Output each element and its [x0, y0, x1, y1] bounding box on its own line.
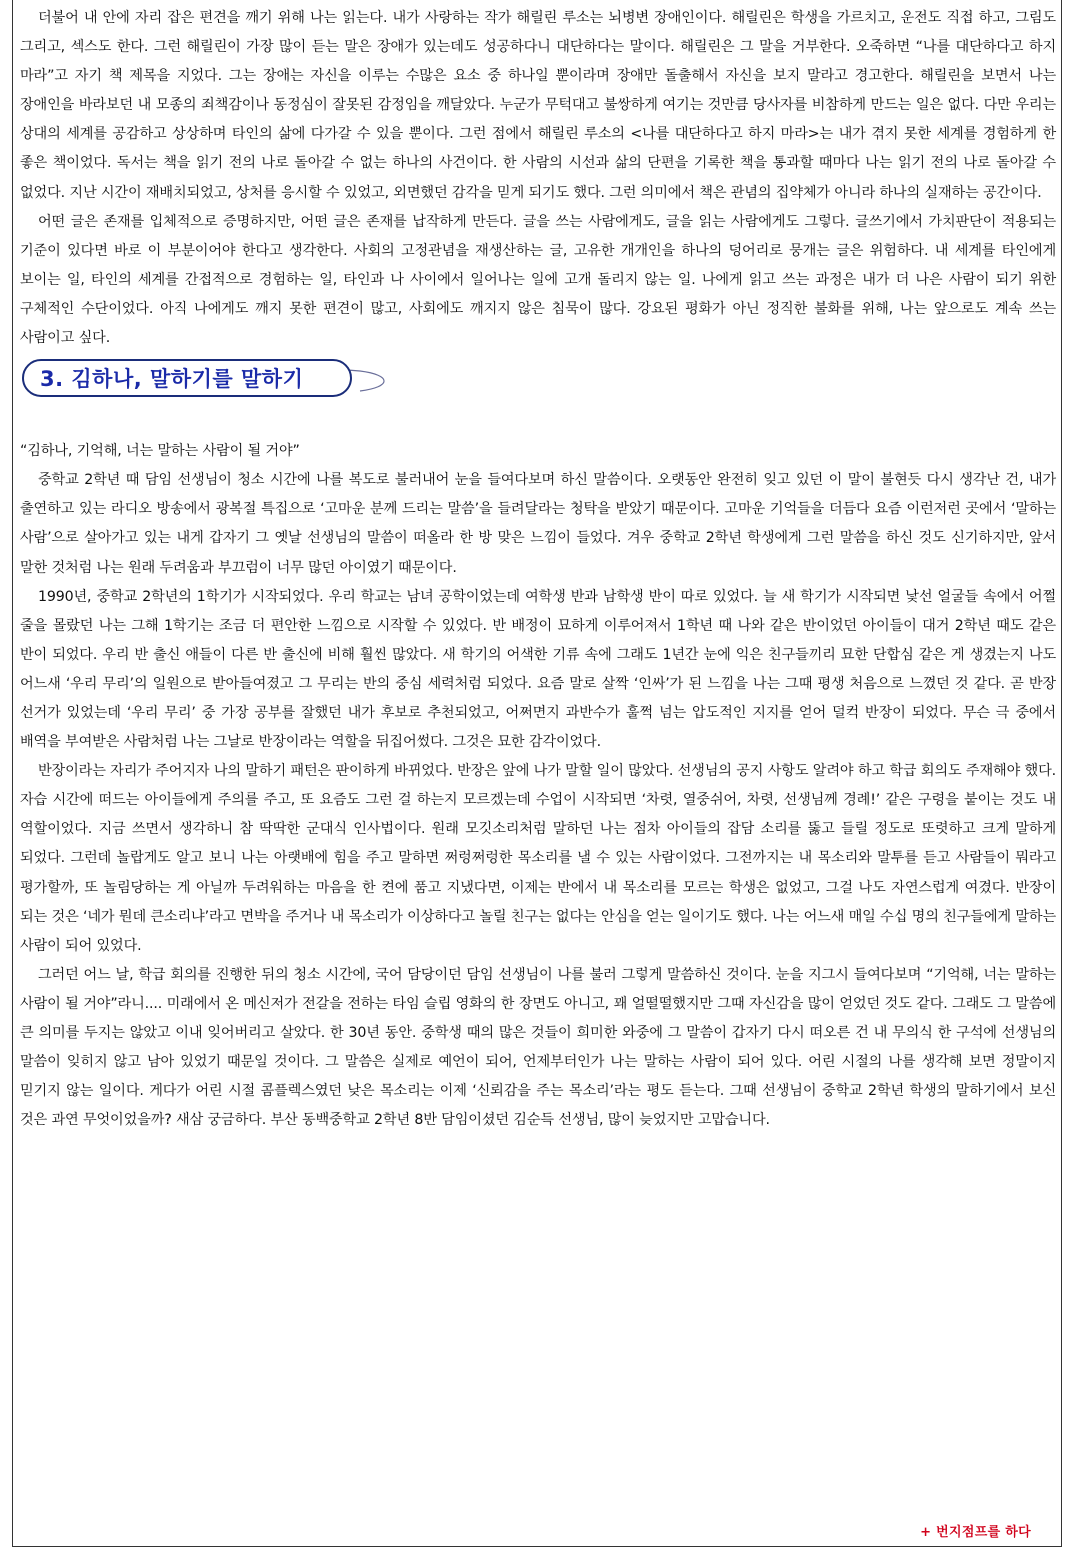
paragraph: 그러던 어느 날, 학급 회의를 진행한 뒤의 청소 시간에, 국어 담당이던 담임 선생님이 나를 불러 그렇게 말씀하신 것이다. 눈을 지그시 들여다보며 “기억해, 너는 말하는 사람이 될 거야”라니.... 미래에서 온 메신저가 전갈을 전하는 타임 슬립 영화의 한 장면도 아니고, 꽤 얼떨떨했지만 그때 자신감을 많이 얻었던 것도 같다. 그래도 그 말씀에 큰 의미를 두지는 않았고 이내 잊어버리고 살았다. 한 30년 동안. 중학생 때의 많은 것들이 희미한 와중에 그 말씀이 갑자기 다시 떠오른 건 내 무의식 한 구석에 선생님의 말씀이 잊히지 않고 남아 있었기 때문일 것이다. 그 말씀은 실제로 예언이 되어, 언제부터인가 나는 말하는 사람이 되어 있다. 어린 시절의 나를 생각해 보면 정말이지 믿기지 않는 일이다. 게다가 어린 시절 콤플렉스였던 낮은 목소리는 이제 ‘신뢰감을 주는 목소리’라는 평도 듣는다. 그때 선생님이 중학교 2학년 학생의 말하기에서 보신 것은 과연 무엇이었을까? 새삼 궁금하다. 부산 동백중학교 2학년 8반 담임이셨던 김순득 선생님, 많이 늦었지만 고맙습니다.: [20, 966, 1056, 1129]
opening-quote: “김하나, 기억해, 너는 말하는 사람이 될 거야”: [20, 443, 300, 460]
section-heading: [20, 359, 1056, 411]
paragraph: 1990년, 중학교 2학년의 1학기가 시작되었다. 우리 학교는 남녀 공학이었는데 여학생 반과 남학생 반이 따로 있었다. 늘 새 학기가 시작되면 낯선 얼굴들 속에서 어쩔 줄을 몰랐던 나는 그해 1학기는 조금 더 편안한 느낌으로 시작할 수 있었다. 반 배정이 묘하게 이루어져서 1학년 때 나와 같은 반이었던 아이들이 대거 2학년 때도 같은 반이 되었다. 우리 반 출신 애들이 다른 반 출신에 비해 훨씬 많았다. 새 학기의 어색한 기류 속에 그래도 1년간 눈에 익은 친구들끼리 묘한 단합심 같은 게 생겼는지 나도 어느새 ‘우리 무리’의 일원으로 받아들여졌고 그 무리는 반의 중심 세력처럼 되었다. 요즘 말로 살짝 ‘인싸’가 된 느낌을 나는 그때 평생 처음으로 느꼈던 것 같다. 곧 반장 선거가 있었는데 ‘우리 무리’ 중 가장 공부를 잘했던 내가 후보로 추천되었고, 어쩌면지 과반수가 훌쩍 넘는 압도적인 지지를 얻어 덜컥 반장이 되었다. 무슨 극 중에서 배역을 부여받은 사람처럼 나는 그날로 반장이라는 역할을 뒤집어썼다. 그것은 묘한 감각이었다.: [20, 588, 1056, 751]
paragraph: 중학교 2학년 때 담임 선생님이 청소 시간에 나를 복도로 불러내어 눈을 들여다보며 하신 말씀이다. 오랫동안 완전히 잊고 있던 이 말이 불현듯 다시 생각난 건, 내가 출연하고 있는 라디오 방송에서 광복절 특집으로 ‘고마운 분께 드리는 말씀’을 들려달라는 청탁을 받았기 때문이다. 고마운 기억들을 더듬다 요즘 이런저런 곳에서 ‘말하는 사람’으로 살아가고 있는 내게 갑자기 그 옛날 선생님의 말씀이 떠올라 한 방 맞은 느낌이 들었다. 겨우 중학교 2학년 학생에게 그런 말씀을 하신 것도 신기하지만, 앞서 말한 것처럼 나는 원래 두려움과 부끄럼이 너무 많던 아이였기 때문이다.: [20, 472, 1056, 576]
footer-note: + 번지점프를 하다: [920, 1525, 1031, 1540]
paragraph: 더불어 내 안에 자리 잡은 편견을 깨기 위해 나는 읽는다. 내가 사랑하는 작가 해릴린 루소는 뇌병변 장애인이다. 해릴린은 학생을 가르치고, 운전도 직접 하고, 그림도 그리고, 섹스도 한다. 그런 해릴린이 가장 많이 듣는 말은 장애가 있는데도 성공하다니 대단하다는 말이다. 해릴린은 그 말을 거부한다. 오죽하면 “나를 대단하다고 하지 마라”고 자기 책 제목을 지었다. 그는 장애는 자신을 이루는 수많은 요소 중 하나일 뿐이라며 장애만 돌출해서 자신을 보지 말라고 경고한다. 해릴린을 보면서 나는 장애인을 바라보던 내 모종의 죄책감이나 동정심이 잘못된 감정임을 깨달았다. 누군가 무턱대고 불쌍하게 여기는 것만큼 당사자를 비참하게 만드는 일은 없다. 다만 우리는 상대의 세계를 공감하고 상상하며 타인의 삶에 다가갈 수 있을 뿐이다. 그런 점에서 해릴린 루소의 <나를 대단하다고 하지 마라>는 내가 겪지 못한 세계를 경험하게 한 좋은 책이었다. 독서는 책을 읽기 전의 나로 돌아갈 수 없는 하나의 사건이다. 한 사람의 시선과 삶의 단편을 기록한 책을 통과할 때마다 나는 읽기 전의 나로 돌아갈 수 없었다. 지난 시간이 재배치되었고, 상처를 응시할 수 있었고, 외면했던 감각을 믿게 되기도 했다. 그런 의미에서 책은 관념의 집약체가 아니라 하나의 실재하는 공간이다.: [20, 10, 1056, 201]
section-heading-text: 3. 김하나, 말하기를 말하기: [40, 367, 304, 392]
document-body: [20, 4, 1056, 1135]
heading-pill: [22, 359, 352, 397]
paragraph: 어떤 글은 존재를 입체적으로 증명하지만, 어떤 글은 존재를 납작하게 만든다. 글을 쓰는 사람에게도, 글을 읽는 사람에게도 그렇다. 글쓰기에서 가치판단이 적용되는 기준이 있다면 바로 이 부분이어야 한다고 생각한다. 사회의 고정관념을 재생산하는 글, 고유한 개개인을 하나의 덩어리로 뭉개는 글은 위험하다. 내 세계를 타인에게 보이는 일, 타인의 세계를 간접적으로 경험하는 일, 타인과 나 사이에서 일어나는 일에 고개 돌리지 않는 일. 나에게 읽고 쓰는 과정은 내가 더 나은 사람이 되기 위한 구체적인 수단이었다. 아직 나에게도 깨지 못한 편견이 많고, 사회에도 깨지지 않은 침묵이 많다. 강요된 평화가 아닌 정직한 불화를 위해, 나는 앞으로도 계속 쓰는 사람이고 싶다.: [20, 213, 1056, 347]
paragraph: 반장이라는 자리가 주어지자 나의 말하기 패턴은 판이하게 바뀌었다. 반장은 앞에 나가 말할 일이 많았다. 선생님의 공지 사항도 알려야 하고 학급 회의도 주재해야 했다. 자습 시간에 떠드는 아이들에게 주의를 주고, 또 요즘도 그런 걸 하는지 모르겠는데 수업이 시작되면 ‘차렷, 열중쉬어, 차렷, 선생님께 경례!’ 같은 구령을 붙이는 것도 내 역할이었다. 지금 쓰면서 생각하니 참 딱딱한 군대식 인사법이다. 원래 모깃소리처럼 말하던 나는 점차 아이들의 잡담 소리를 뚫고 들릴 정도로 또렷하고 크게 말하게 되었다. 그런데 놀랍게도 알고 보니 나는 아랫배에 힘을 주고 말하면 쩌렁쩌렁한 목소리를 낼 수 있는 사람이었다. 그전까지는 내 목소리와 말투를 듣고 사람들이 뭐라고 평가할까, 또 놀림당하는 게 아닐까 두려워하는 마음을 한 켠에 품고 지냈다면, 이제는 반에서 내 목소리를 모르는 학생은 없었고, 그걸 나도 자연스럽게 여겼다. 반장이 되는 것은 ‘네가 뭔데 큰소리냐’라고 면박을 주거나 내 목소리가 이상하다고 놀릴 친구는 없다는 안심을 얻는 일이기도 했다. 나는 어느새 매일 수십 명의 친구들에게 말하는 사람이 되어 있었다.: [20, 763, 1056, 954]
